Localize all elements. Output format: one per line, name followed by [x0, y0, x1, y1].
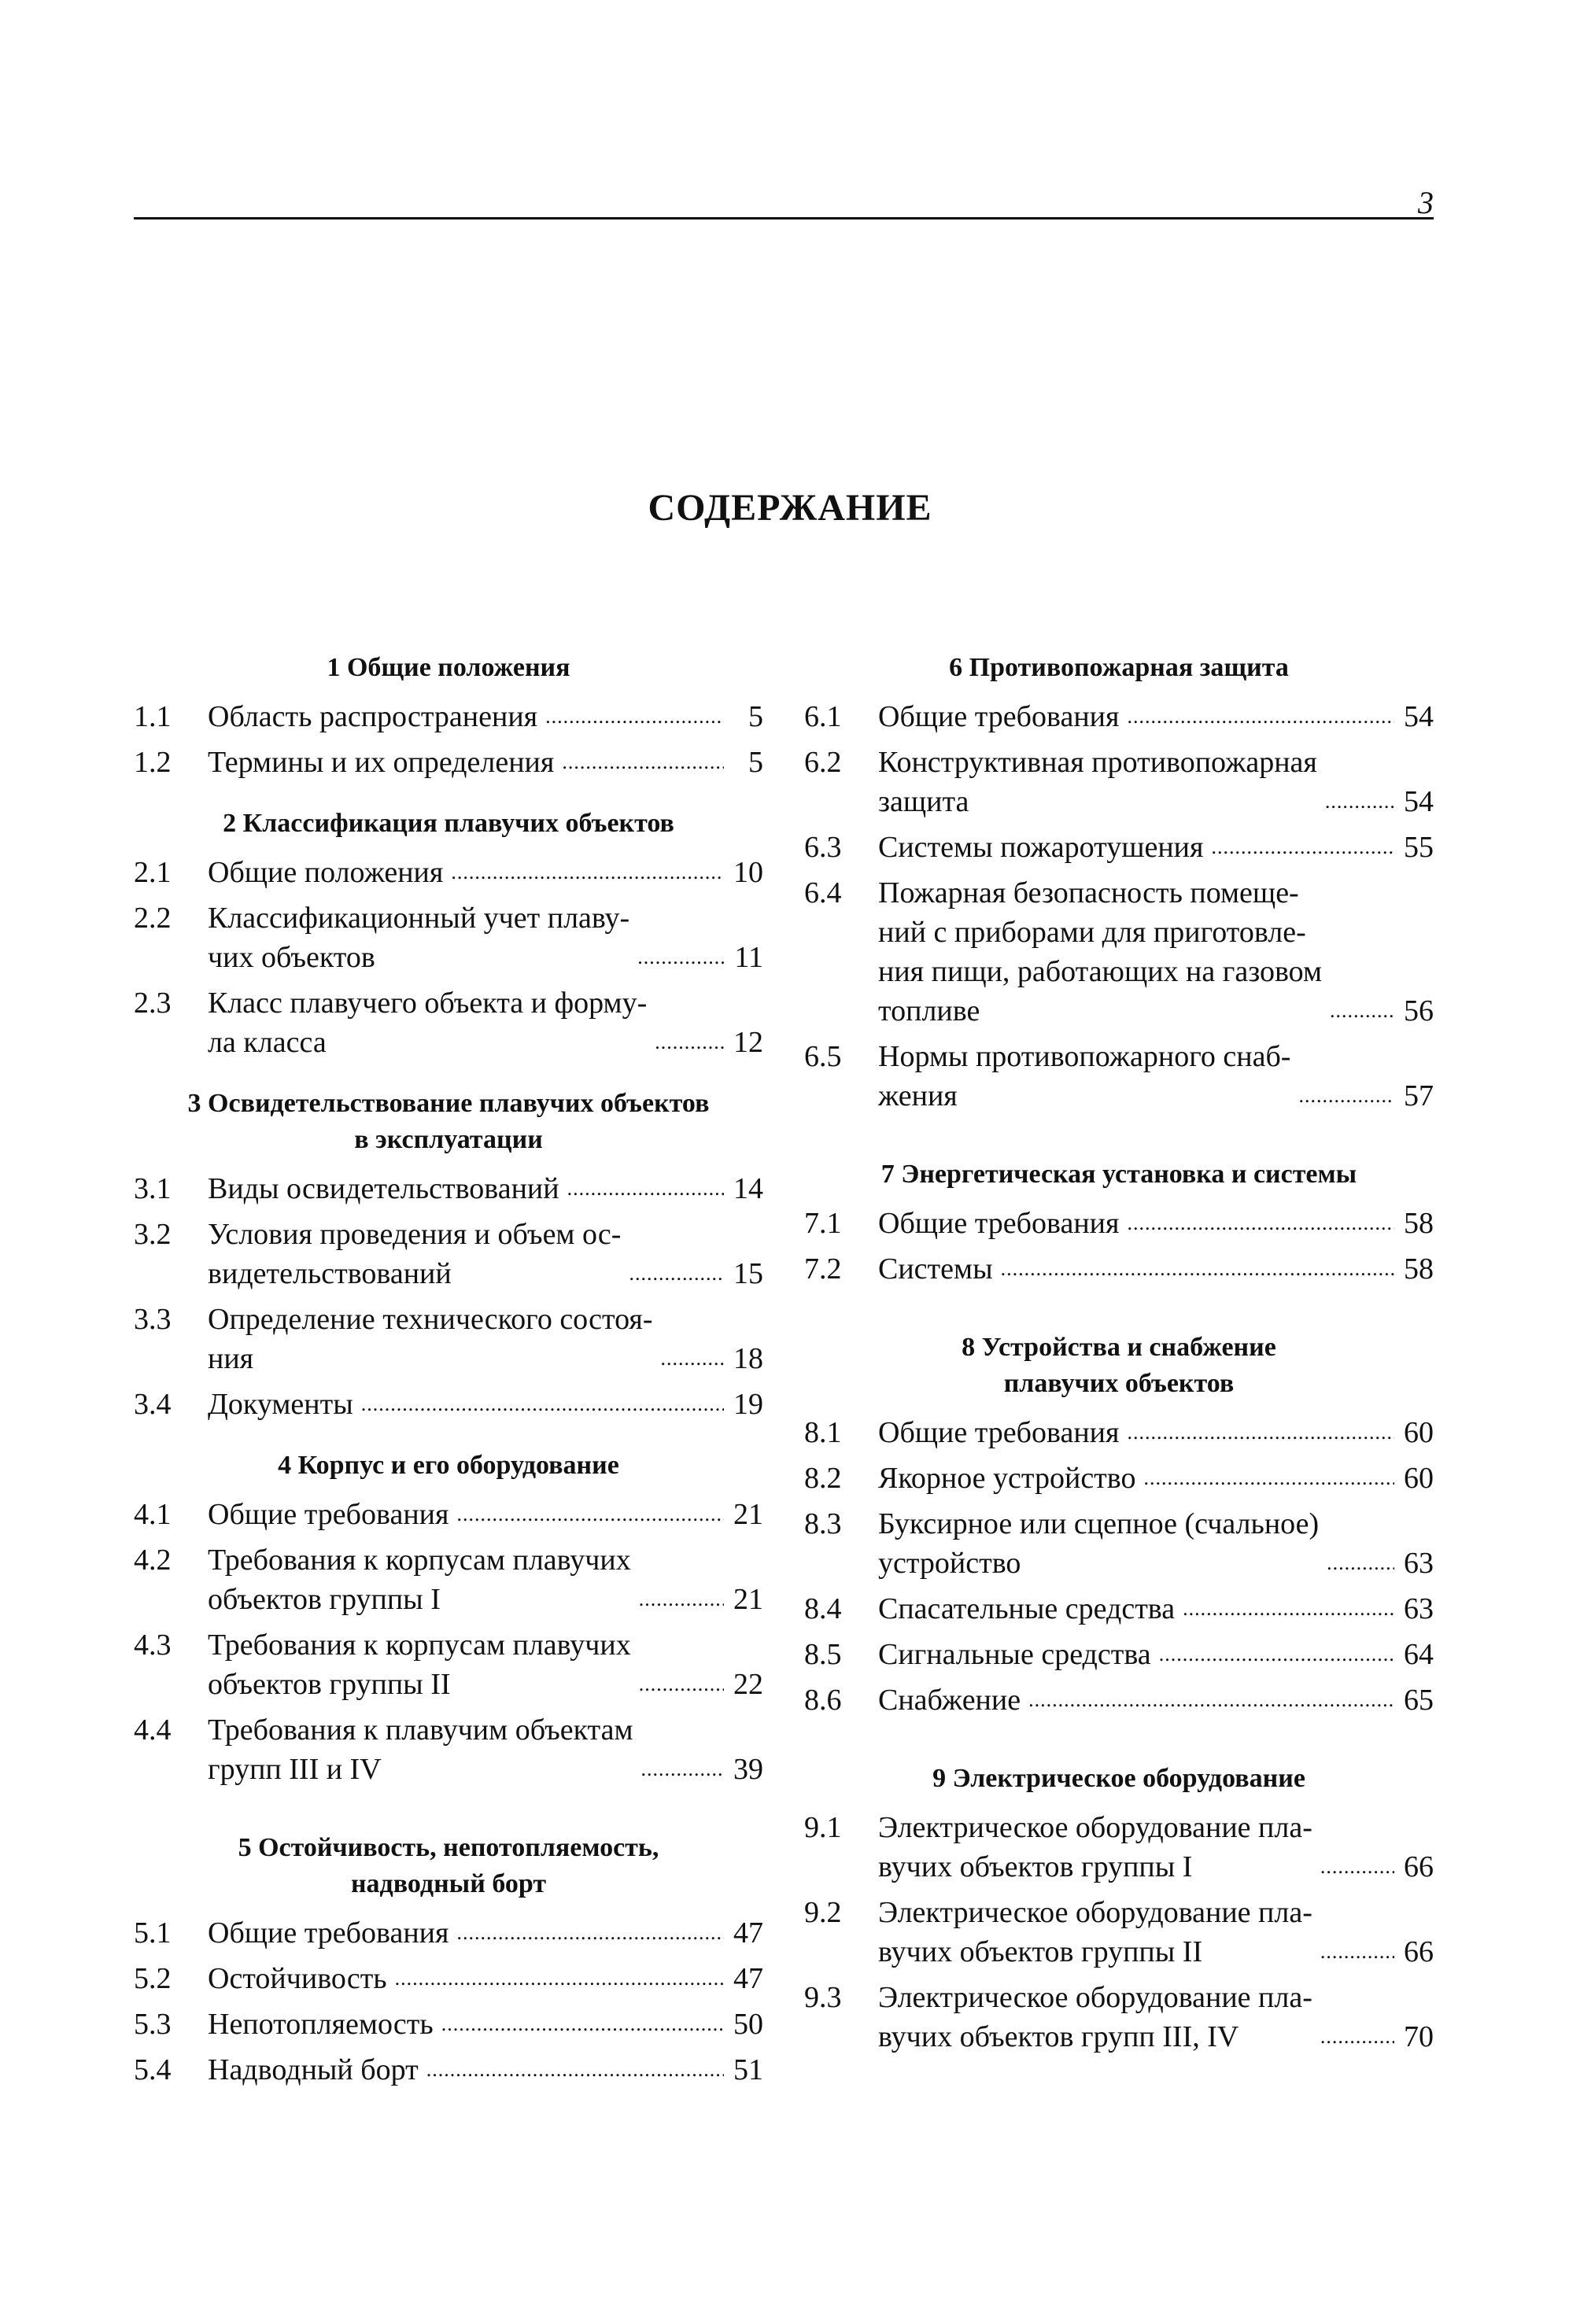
- entry-text: Пожарная безопасность помеще- ний с приборами для приготовле- ния пищи, работающих на газовом топливе: [878, 876, 1322, 1027]
- entry-body: [878, 1413, 1434, 1452]
- toc-entry[interactable]: [134, 2005, 763, 2044]
- toc-section: [134, 806, 763, 1062]
- toc-entry[interactable]: [804, 1589, 1434, 1629]
- entry-body: [878, 697, 1434, 736]
- toc-entry[interactable]: [134, 983, 763, 1062]
- entry-number: 5.4: [134, 2053, 172, 2086]
- entry-body: [878, 1635, 1434, 1674]
- entry-body: [878, 1037, 1434, 1116]
- dot-leader: [1325, 791, 1394, 812]
- entry-body: [878, 1680, 1434, 1720]
- entry-body: [878, 1589, 1434, 1629]
- toc-section: [804, 1156, 1434, 1289]
- entry-body: [208, 853, 763, 892]
- entry-text: Якорное устройство: [878, 1462, 1136, 1495]
- entry-text: Требования к корпусам плавучих объектов группы I: [208, 1544, 631, 1616]
- dot-leader: [1143, 1468, 1394, 1488]
- entry-page-number: 57: [1404, 1079, 1434, 1112]
- entry-page-number: 63: [1404, 1592, 1434, 1625]
- toc-section: [134, 1086, 763, 1424]
- section-title: 5 Остойчивость, непотопляемость, надводный борт: [238, 1833, 659, 1898]
- entry-page-number: 51: [733, 2053, 763, 2086]
- entry-number: 8.3: [804, 1507, 842, 1540]
- entry-number: 1.2: [134, 746, 172, 779]
- entry-body: [208, 2050, 763, 2090]
- toc-entry[interactable]: [804, 1037, 1434, 1116]
- entry-text: Системы пожаротушения: [878, 831, 1204, 864]
- entry-page-number: 14: [733, 1172, 763, 1205]
- entry-number: 3.4: [134, 1388, 172, 1421]
- dot-leader: [1183, 1599, 1394, 1619]
- dot-leader: [1028, 1690, 1394, 1710]
- entry-page-number: 47: [733, 1962, 763, 1995]
- entry-body: [208, 1913, 763, 1953]
- entry-text: Буксирное или сцепное (счальное) устройство: [878, 1507, 1320, 1580]
- entry-body: [878, 1808, 1434, 1887]
- entry-body: [878, 743, 1434, 821]
- entry-number: 4.2: [134, 1544, 172, 1577]
- toc-entry[interactable]: [804, 1249, 1434, 1289]
- dot-leader: [456, 1504, 724, 1525]
- toc-entry[interactable]: [134, 1625, 763, 1704]
- entry-page-number: 21: [733, 1583, 763, 1616]
- toc-section: [134, 1448, 763, 1789]
- entry-text: Надводный борт: [208, 2053, 419, 2086]
- section-title: 3 Освидетельствование плавучих объектов в эксплуатации: [187, 1089, 710, 1154]
- toc-entry[interactable]: [804, 1978, 1434, 2057]
- entry-text: Непотопляемость: [208, 2008, 434, 2041]
- entry-number: 8.2: [804, 1462, 842, 1495]
- entry-text: Виды освидетельствований: [208, 1172, 559, 1205]
- dot-leader: [1159, 1644, 1394, 1665]
- entry-number: 5.2: [134, 1962, 172, 1995]
- toc-entry[interactable]: [134, 1385, 763, 1424]
- section-title: 7 Энергетическая установка и системы: [880, 1160, 1357, 1189]
- entry-text: Общие требования: [878, 1416, 1120, 1449]
- entry-number: 3.3: [134, 1303, 172, 1336]
- entry-text: Общие требования: [878, 700, 1120, 733]
- entry-page-number: 60: [1404, 1462, 1434, 1495]
- section-title: 9 Электрическое оборудование: [932, 1764, 1305, 1793]
- toc-entry[interactable]: [134, 2050, 763, 2090]
- toc-entry[interactable]: [804, 1413, 1434, 1452]
- toc-column-right: [804, 650, 1434, 2063]
- entry-body: [878, 1249, 1434, 1289]
- entry-body: [878, 1978, 1434, 2057]
- entry-page-number: 21: [733, 1498, 763, 1531]
- toc-entry[interactable]: [804, 697, 1434, 736]
- dot-leader: [1327, 1553, 1394, 1573]
- dot-leader: [1212, 837, 1395, 858]
- entry-number: 6.5: [804, 1040, 842, 1073]
- entry-body: [208, 1215, 763, 1293]
- dot-leader: [567, 1179, 724, 1199]
- dot-leader: [639, 1674, 724, 1695]
- entry-number: 2.2: [134, 902, 172, 935]
- entry-body: [208, 743, 763, 782]
- entry-text: Условия проведения и объем ос- видетельствований: [208, 1218, 622, 1290]
- dot-leader: [361, 1394, 724, 1415]
- entry-page-number: 66: [1404, 1850, 1434, 1883]
- entry-body: [208, 1495, 763, 1534]
- section-title: 2 Классификация плавучих объектов: [223, 809, 674, 838]
- entry-number: 1.1: [134, 700, 172, 733]
- entry-text: Требования к корпусам плавучих объектов группы II: [208, 1629, 631, 1701]
- toc-entry[interactable]: [134, 1169, 763, 1208]
- toc-entry[interactable]: [134, 697, 763, 736]
- entry-text: Общие требования: [878, 1207, 1120, 1240]
- entry-page-number: 22: [733, 1668, 763, 1701]
- entry-number: 4.1: [134, 1498, 172, 1531]
- toc-section: [134, 650, 763, 782]
- dot-leader: [545, 706, 724, 727]
- entry-text: Остойчивость: [208, 1962, 387, 1995]
- toc-entry[interactable]: [134, 1959, 763, 1998]
- toc-entry[interactable]: [804, 1504, 1434, 1583]
- toc-entry[interactable]: [804, 1808, 1434, 1887]
- dot-leader: [1320, 1857, 1394, 1877]
- entry-page-number: 18: [733, 1342, 763, 1375]
- page-title: СОДЕРЖАНИЕ: [648, 487, 932, 529]
- entry-number: 3.2: [134, 1218, 172, 1251]
- entry-number: 4.4: [134, 1713, 172, 1747]
- entry-number: 8.5: [804, 1638, 842, 1671]
- entry-body: [208, 2005, 763, 2044]
- dot-leader: [655, 1032, 724, 1053]
- entry-body: [208, 1710, 763, 1789]
- toc-entry[interactable]: [804, 743, 1434, 821]
- toc-entry[interactable]: [804, 1459, 1434, 1498]
- dot-leader: [629, 1263, 724, 1284]
- entry-text: Нормы противопожарного снаб- жения: [878, 1040, 1291, 1112]
- dot-leader: [1127, 1213, 1394, 1234]
- entry-body: [878, 1504, 1434, 1583]
- entry-text: Требования к плавучим объектам групп III и IV: [208, 1713, 633, 1786]
- dot-leader: [441, 2014, 724, 2034]
- entry-body: [208, 1169, 763, 1208]
- entry-text: Определение технического состоя- ния: [208, 1303, 653, 1375]
- entry-page-number: 50: [733, 2008, 763, 2041]
- entry-number: 2.3: [134, 987, 172, 1020]
- entry-page-number: 63: [1404, 1547, 1434, 1580]
- entry-text: Класс плавучего объекта и форму- ла класса: [208, 987, 648, 1059]
- entry-number: 9.2: [804, 1896, 842, 1929]
- section-title: 1 Общие положения: [327, 653, 570, 682]
- entry-number: 7.1: [804, 1207, 842, 1240]
- toc-entry[interactable]: [134, 853, 763, 892]
- toc-section: [804, 1761, 1434, 2057]
- entry-body: [878, 873, 1434, 1031]
- entry-number: 3.1: [134, 1172, 172, 1205]
- entry-page-number: 60: [1404, 1416, 1434, 1449]
- dot-leader: [637, 947, 724, 968]
- entry-text: Электрическое оборудование пла- вучих объектов групп III, IV: [878, 1981, 1312, 2053]
- entry-page-number: 66: [1404, 1935, 1434, 1968]
- header-rule: [134, 217, 1434, 219]
- entry-number: 6.1: [804, 700, 842, 733]
- entry-number: 6.3: [804, 831, 842, 864]
- entry-page-number: 65: [1404, 1684, 1434, 1717]
- dot-leader: [1330, 1001, 1394, 1021]
- entry-text: Снабжение: [878, 1684, 1021, 1717]
- toc-entry[interactable]: [804, 1204, 1434, 1243]
- dot-leader: [456, 1923, 724, 1943]
- entry-text: Электрическое оборудование пла- вучих объектов группы II: [878, 1896, 1312, 1968]
- entry-page-number: 55: [1404, 831, 1434, 864]
- entry-body: [208, 983, 763, 1062]
- page-number: 3: [1418, 185, 1434, 220]
- dot-leader: [1298, 1086, 1394, 1106]
- toc-entry[interactable]: [134, 1913, 763, 1953]
- entry-body: [208, 898, 763, 977]
- entry-text: Спасательные средства: [878, 1592, 1176, 1625]
- entry-page-number: 39: [733, 1753, 763, 1786]
- toc-entry[interactable]: [804, 873, 1434, 1031]
- entry-text: Общие требования: [208, 1498, 449, 1531]
- dot-leader: [661, 1348, 724, 1369]
- entry-body: [878, 828, 1434, 867]
- entry-page-number: 64: [1404, 1638, 1434, 1671]
- entry-text: Системы: [878, 1252, 993, 1286]
- entry-page-number: 56: [1404, 994, 1434, 1027]
- entry-text: Общие требования: [208, 1916, 449, 1950]
- toc-entry[interactable]: [804, 828, 1434, 867]
- dot-leader: [451, 862, 724, 883]
- entry-page-number: 54: [1404, 700, 1434, 733]
- entry-number: 9.1: [804, 1811, 842, 1844]
- entry-number: 8.4: [804, 1592, 842, 1625]
- entry-text: Классификационный учет плаву- чих объектов: [208, 902, 630, 974]
- toc-entry[interactable]: [134, 1710, 763, 1789]
- toc-entry[interactable]: [134, 1300, 763, 1378]
- entry-page-number: 58: [1404, 1252, 1434, 1286]
- entry-page-number: 15: [733, 1257, 763, 1290]
- dot-leader: [1127, 706, 1394, 727]
- entry-page-number: 5: [748, 700, 763, 733]
- entry-text: Область распространения: [208, 700, 538, 733]
- dot-leader: [639, 1589, 724, 1610]
- entry-body: [878, 1893, 1434, 1972]
- entry-text: Конструктивная противопожарная защита: [878, 746, 1317, 818]
- entry-number: 4.3: [134, 1629, 172, 1662]
- toc-entry[interactable]: [804, 1680, 1434, 1720]
- dot-leader: [1320, 1942, 1394, 1962]
- dot-leader: [426, 2060, 724, 2080]
- dot-leader: [641, 1759, 724, 1780]
- toc-entry[interactable]: [134, 1540, 763, 1619]
- entry-number: 8.1: [804, 1416, 842, 1449]
- entry-body: [208, 1959, 763, 1998]
- entry-body: [208, 1625, 763, 1704]
- entry-page-number: 70: [1404, 2020, 1434, 2053]
- entry-body: [208, 1385, 763, 1424]
- dot-leader: [395, 1968, 724, 1989]
- toc-entry[interactable]: [134, 1215, 763, 1293]
- dot-leader: [1127, 1422, 1394, 1443]
- entry-page-number: 11: [734, 941, 763, 974]
- toc-section: [804, 1330, 1434, 1720]
- entry-number: 6.2: [804, 746, 842, 779]
- entry-page-number: 19: [733, 1388, 763, 1421]
- toc-section: [804, 650, 1434, 1116]
- entry-text: Термины и их определения: [208, 746, 555, 779]
- entry-number: 2.1: [134, 856, 172, 889]
- entry-text: Документы: [208, 1388, 353, 1421]
- entry-page-number: 5: [748, 746, 763, 779]
- entry-number: 5.1: [134, 1916, 172, 1950]
- entry-body: [878, 1459, 1434, 1498]
- entry-page-number: 12: [733, 1026, 763, 1059]
- entry-number: 6.4: [804, 876, 842, 909]
- entry-body: [208, 1540, 763, 1619]
- entry-number: 5.3: [134, 2008, 172, 2041]
- entry-page-number: 58: [1404, 1207, 1434, 1240]
- entry-text: Общие положения: [208, 856, 444, 889]
- dot-leader: [1001, 1259, 1394, 1279]
- entry-body: [208, 697, 763, 736]
- section-title: 6 Противопожарная защита: [949, 653, 1289, 682]
- toc-entry[interactable]: [804, 1635, 1434, 1674]
- dot-leader: [1320, 2027, 1394, 2047]
- section-title: 8 Устройства и снабжение плавучих объектов: [962, 1333, 1276, 1398]
- entry-number: 9.3: [804, 1981, 842, 2014]
- entry-text: Электрическое оборудование пла- вучих объектов группы I: [878, 1811, 1312, 1883]
- entry-number: 8.6: [804, 1684, 842, 1717]
- entry-number: 7.2: [804, 1252, 842, 1286]
- entry-page-number: 10: [733, 856, 763, 889]
- section-title: 4 Корпус и его оборудование: [278, 1451, 619, 1480]
- toc-section: [134, 1830, 763, 2090]
- entry-body: [208, 1300, 763, 1378]
- dot-leader: [562, 752, 724, 773]
- toc-column-left: [134, 650, 763, 2096]
- toc-entry[interactable]: [134, 898, 763, 977]
- toc-entry[interactable]: [804, 1893, 1434, 1972]
- entry-text: Сигнальные средства: [878, 1638, 1151, 1671]
- toc-entry[interactable]: [134, 743, 763, 782]
- toc-entry[interactable]: [134, 1495, 763, 1534]
- entry-body: [878, 1204, 1434, 1243]
- entry-page-number: 54: [1404, 785, 1434, 818]
- entry-page-number: 47: [733, 1916, 763, 1950]
